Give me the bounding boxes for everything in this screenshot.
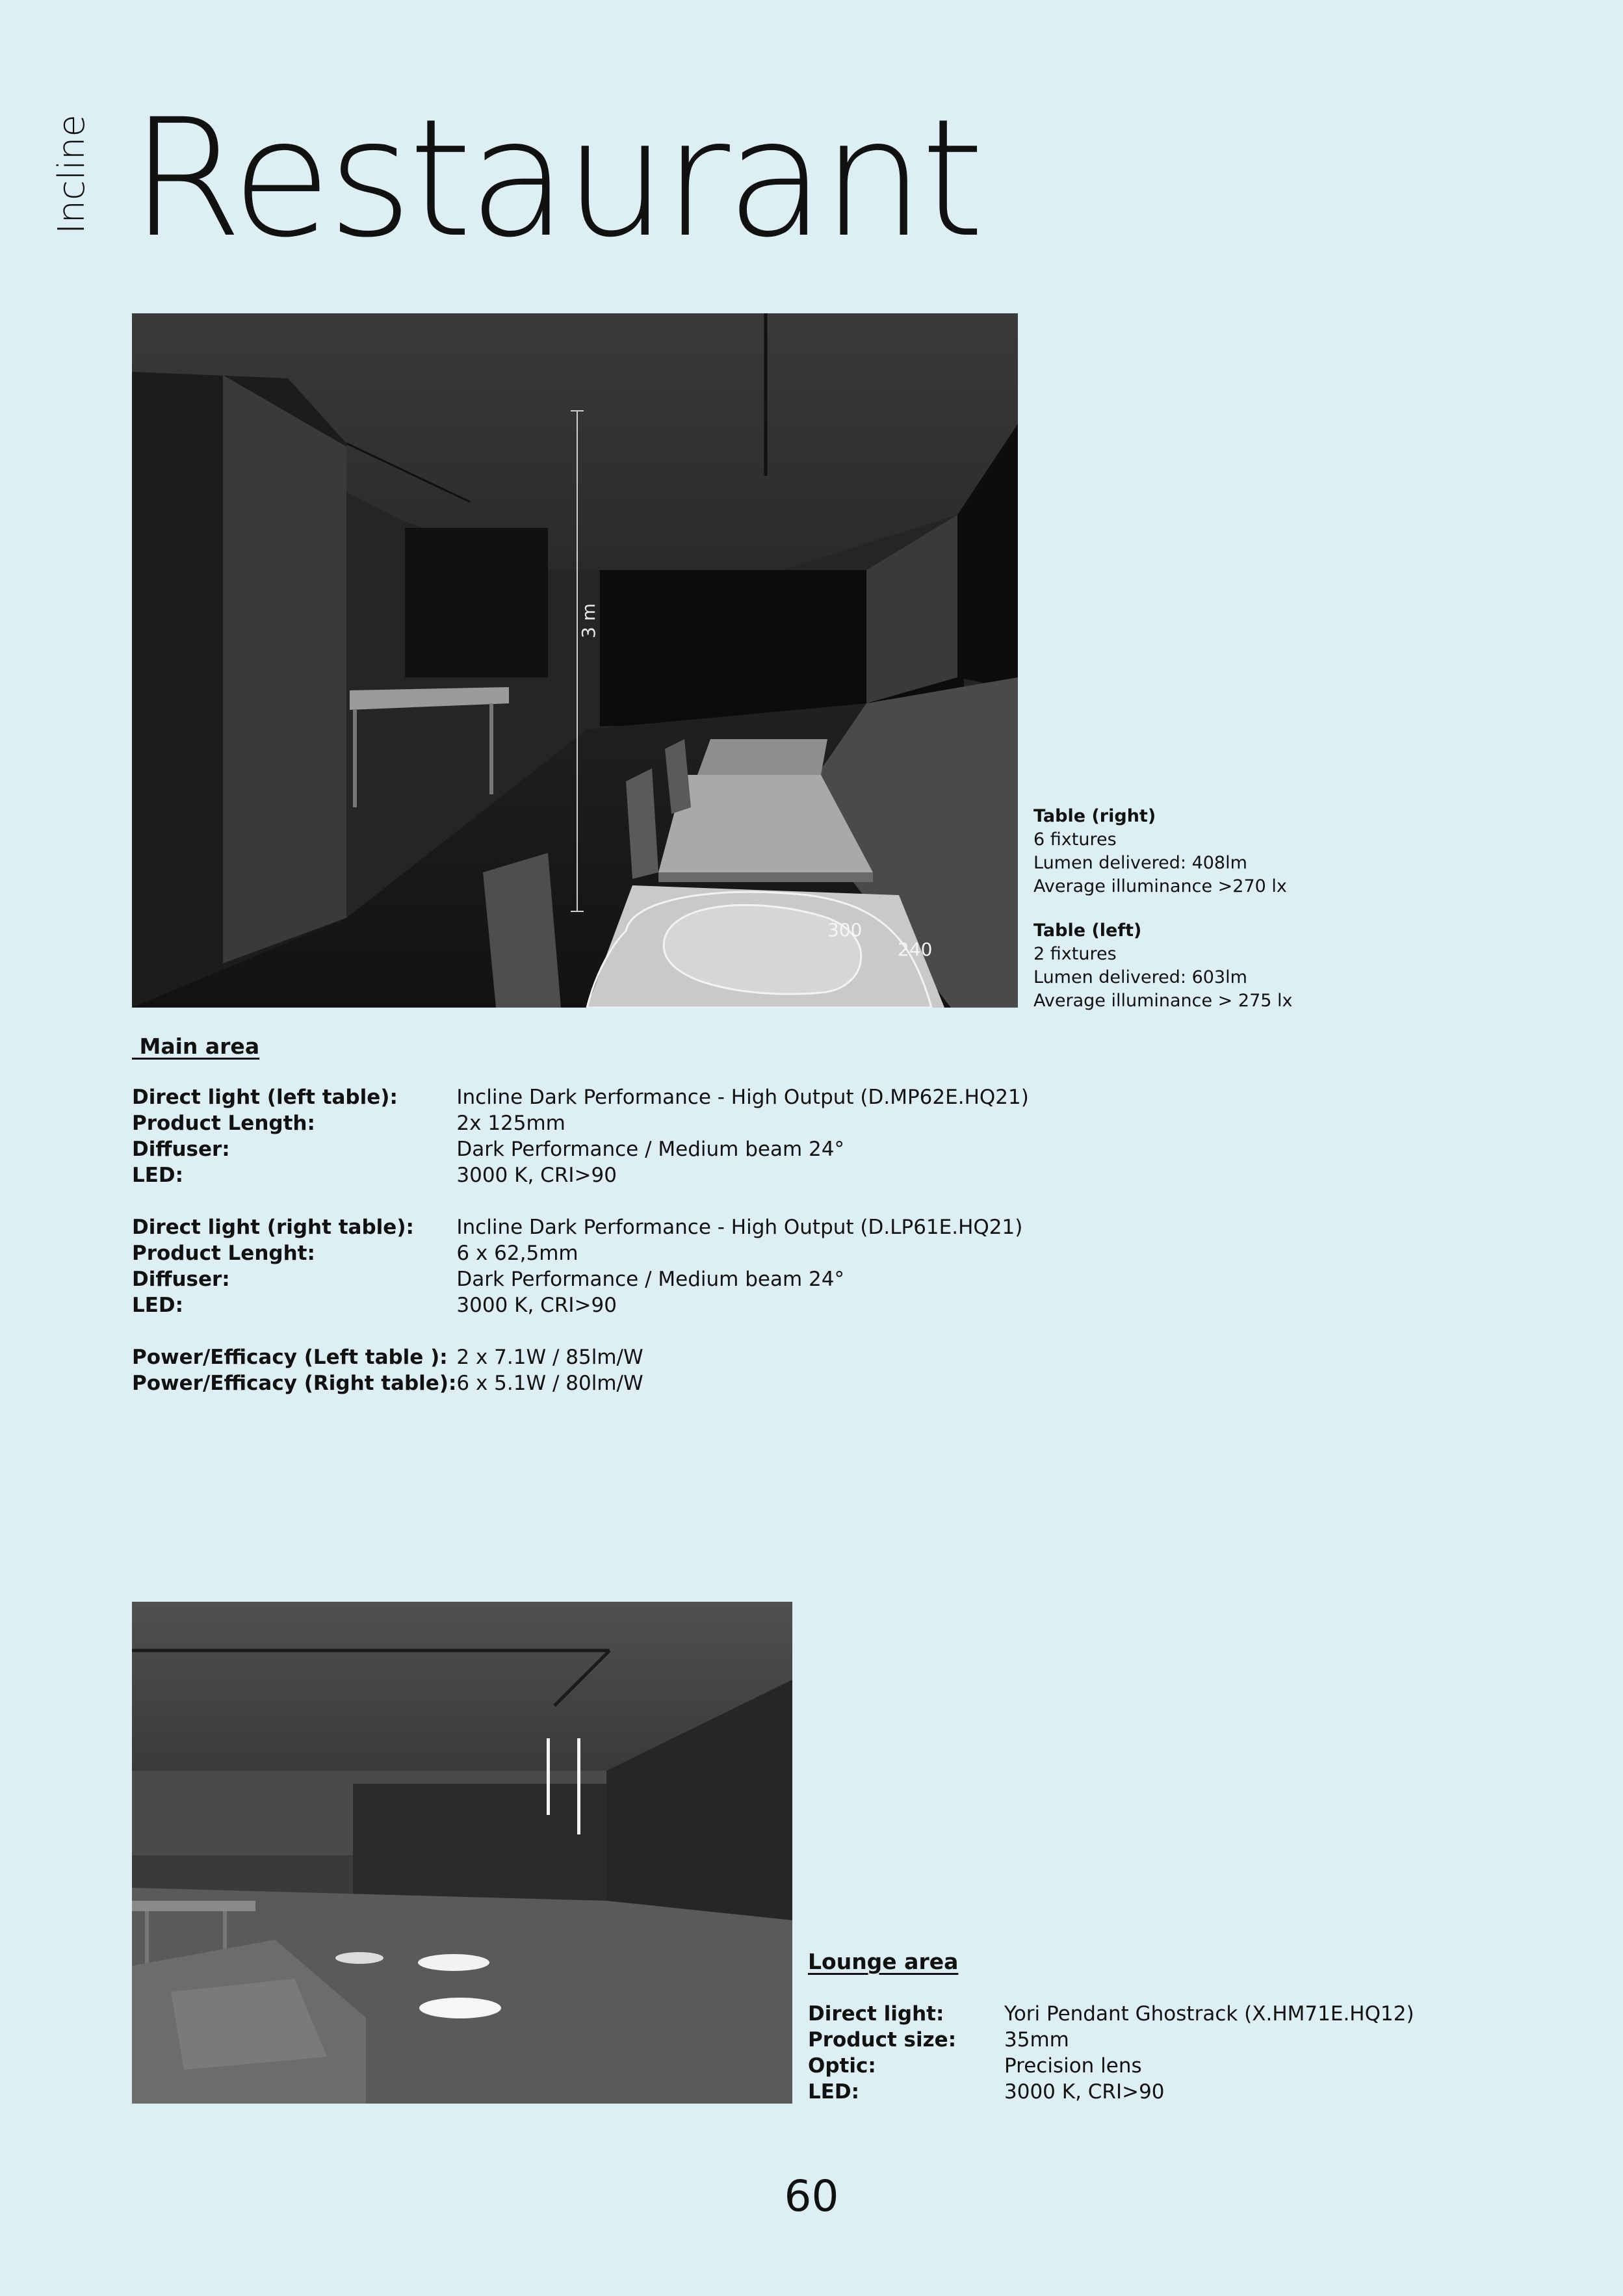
spec-row	[132, 1084, 1029, 1110]
spec-row	[808, 2001, 1414, 2027]
main-area-spec-table	[132, 1084, 1029, 1396]
spec-label: LED:	[808, 2080, 860, 2104]
spec-value: Precision lens	[1004, 2054, 1142, 2078]
spec-row	[808, 2079, 1414, 2105]
spec-row	[132, 1136, 1029, 1162]
spec-row	[132, 1162, 1029, 1188]
page-title: Restaurant	[130, 84, 981, 273]
table-left-line: Average illuminance > 275 lx	[1033, 991, 1293, 1011]
table-right-note	[1033, 805, 1293, 898]
page-number: 60	[784, 2171, 839, 2221]
spec-label: Product Lenght:	[132, 1242, 315, 1265]
spec-label: Product size:	[808, 2028, 957, 2052]
spec-value: 2x 125mm	[456, 1112, 565, 1135]
spec-value: 3000 K, CRI>90	[456, 1164, 617, 1187]
spec-value: 2 x 7.1W / 85lm/W	[456, 1346, 643, 1369]
spec-value: Incline Dark Performance - High Output (D.LP61E.HQ21)	[456, 1216, 1023, 1239]
table-left-line: Lumen delivered: 603lm	[1033, 967, 1247, 987]
spec-label: Diffuser:	[132, 1268, 230, 1291]
spec-value: Yori Pendant Ghostrack (X.HM71E.HQ12)	[1004, 2002, 1414, 2026]
table-right-line: Lumen delivered: 408lm	[1033, 853, 1247, 873]
table-left-title: Table (left)	[1033, 920, 1142, 941]
lighting-notes	[1033, 805, 1293, 1034]
table-right-line: 6 fixtures	[1033, 829, 1117, 850]
spec-label: LED:	[132, 1164, 184, 1187]
lounge-area-rendering	[132, 1602, 792, 2104]
spec-value: 35mm	[1004, 2028, 1069, 2052]
table-left-line: 2 fixtures	[1033, 944, 1117, 964]
table-right-title: Table (right)	[1033, 806, 1156, 826]
main-area-rendering	[132, 313, 1018, 1008]
spec-row	[808, 2027, 1414, 2053]
spec-label: Product Length:	[132, 1112, 315, 1135]
isolux-label-240: 240	[898, 939, 933, 960]
spec-label: LED:	[132, 1294, 184, 1317]
main-area-heading: Main area	[132, 1034, 260, 1059]
spec-row	[132, 1344, 1029, 1370]
spec-row	[132, 1214, 1029, 1240]
spec-label: Optic:	[808, 2054, 876, 2078]
spec-label: Direct light (left table):	[132, 1086, 398, 1109]
spec-row	[132, 1266, 1029, 1292]
spec-label: Diffuser:	[132, 1138, 230, 1161]
spec-value: 3000 K, CRI>90	[1004, 2080, 1165, 2104]
spec-value: Dark Performance / Medium beam 24°	[456, 1138, 844, 1161]
lounge-area-heading: Lounge area	[808, 1949, 959, 1974]
table-right-line: Average illuminance >270 lx	[1033, 876, 1287, 896]
spec-value: 6 x 62,5mm	[456, 1242, 578, 1265]
spec-row	[132, 1370, 1029, 1396]
product-family-label: Incline	[51, 114, 93, 234]
spec-row	[808, 2053, 1414, 2079]
spec-label: Direct light:	[808, 2002, 944, 2026]
spec-row	[132, 1292, 1029, 1318]
spec-row	[132, 1240, 1029, 1266]
spec-row	[132, 1110, 1029, 1136]
spec-value: Incline Dark Performance - High Output (D.MP62E.HQ21)	[456, 1086, 1029, 1109]
spec-value: Dark Performance / Medium beam 24°	[456, 1268, 844, 1291]
spec-value: 6 x 5.1W / 80lm/W	[456, 1372, 643, 1395]
spec-value: 3000 K, CRI>90	[456, 1294, 617, 1317]
spec-label: Power/Efficacy (Right table):	[132, 1372, 457, 1395]
isolux-label-300: 300	[827, 919, 863, 941]
spec-label: Power/Efficacy (Left table ):	[132, 1346, 448, 1369]
table-left-note	[1033, 919, 1293, 1013]
spec-label: Direct light (right table):	[132, 1216, 414, 1239]
lounge-area-spec-table	[808, 2001, 1414, 2105]
height-marker-label: 3 m	[578, 603, 599, 638]
